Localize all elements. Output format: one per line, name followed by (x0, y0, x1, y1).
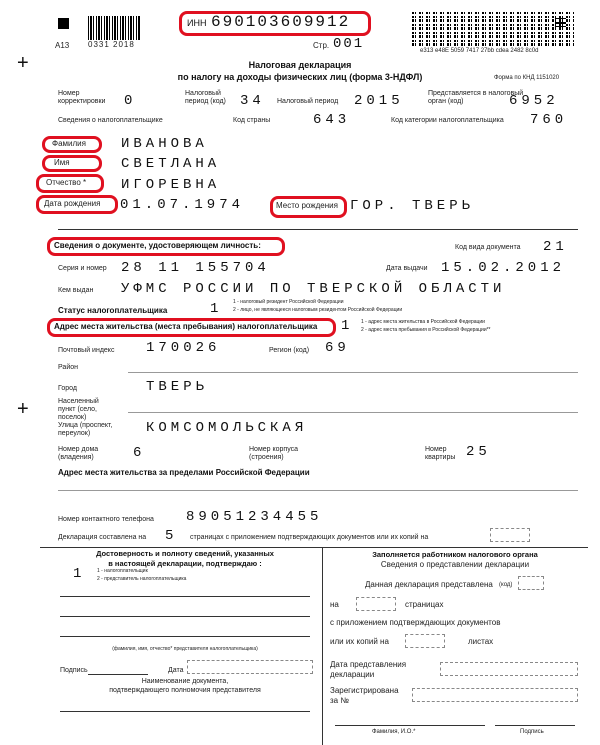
barcode-icon (88, 16, 140, 40)
right-date-label: Дата представления декларации (330, 660, 407, 679)
knd-code: Форма по КНД 1151020 (494, 75, 560, 81)
left-line1 (60, 596, 310, 597)
issued-by-value: УФМС РОССИИ ПО ТВЕРСКОЙ ОБЛАСТИ (121, 281, 506, 297)
form-title-line2: по налогу на доходы физических лиц (форма 3-НДФЛ) (177, 72, 423, 82)
abroad-label: Адрес места жительства за пределами Российской Федерации (58, 468, 310, 477)
barcode-number: 0331 2018 (88, 40, 135, 49)
confirm-value: 1 (73, 566, 86, 582)
tax-period-value: 2015 (354, 93, 404, 109)
settlement-label: Населенный пункт (село, поселок) (58, 398, 99, 421)
region-label: Регион (код) (269, 347, 310, 354)
birth-date-value: 01.07.1974 (120, 197, 245, 213)
right-fio-label: Фамилия, И.О.* (372, 729, 416, 735)
corner-marker-left (58, 18, 69, 29)
left-line3 (60, 636, 310, 637)
authority-value: 6952 (509, 93, 559, 109)
attachment-pages-box[interactable] (490, 528, 530, 542)
left-sign-label: Подпись (60, 667, 88, 674)
address-type-note2: 2 - адрес места пребывания в Российской Федерации** (361, 327, 491, 333)
left-sign-line (88, 674, 148, 675)
issue-date-value: 15.02.2012 (441, 260, 566, 276)
correction-value: 0 (124, 93, 137, 109)
pages-suffix: страницах с приложением подтверждающих документов или их копий на (190, 534, 429, 541)
right-fio-line (335, 725, 485, 726)
patronymic-label: Отчество * (46, 178, 87, 187)
correction-label: Номер корректировки (58, 90, 106, 105)
country-code-value: 643 (313, 112, 351, 128)
house-value: 6 (133, 445, 146, 461)
presented-code-box[interactable] (518, 576, 544, 590)
registered-box[interactable] (412, 688, 578, 702)
qr-code-icon (412, 12, 574, 46)
postal-label: Почтовый индекс (58, 347, 115, 354)
region-value: 69 (325, 340, 350, 356)
sheets-box[interactable] (405, 634, 445, 648)
plus-marker-top: + (17, 52, 29, 74)
apt-value: 25 (466, 444, 491, 460)
country-code-label: Код страны (233, 117, 271, 124)
inn-value: 690103609912 (211, 13, 351, 31)
settlement-line (128, 412, 578, 413)
left-title1: Достоверность и полноту сведений, указанных (96, 549, 274, 558)
fio-caption: (фамилия, имя, отчество* представителя налогоплательщика) (112, 646, 258, 652)
form-title-line1: Налоговая декларация (248, 60, 352, 70)
taxpayer-info-label: Сведения о налогоплательщике (58, 117, 163, 124)
status-label: Статус налогоплательщика (58, 306, 168, 315)
series-value: 28 11 155704 (121, 260, 270, 276)
qr-caption: e313 e48E 5059 7417 27bb cdea 2482 8c0d (420, 48, 539, 54)
left-line2 (60, 616, 310, 617)
name-label: Имя (54, 158, 70, 167)
authority-label: Представляется в налоговый орган (код) (428, 90, 524, 105)
city-value: ТВЕРЬ (146, 379, 209, 395)
right-pages-box[interactable] (356, 597, 396, 611)
presented-code-label: (код) (499, 582, 513, 588)
category-label: Код категории налогоплательщика (391, 117, 504, 124)
district-label: Район (58, 364, 78, 371)
right-subtitle: Сведения о представлении декларации (380, 560, 530, 569)
issue-date-label: Дата выдачи (386, 265, 428, 272)
left-title2: в настоящей декларации, подтверждаю : (108, 559, 262, 568)
doc-caption2: подтверждающего полномочия представителя (109, 687, 261, 694)
doc-type-label: Код вида документа (455, 244, 521, 251)
status-value: 1 (210, 301, 223, 317)
issued-by-label: Кем выдан (58, 287, 94, 294)
doc-caption1: Наименование документа, (141, 678, 229, 685)
left-date-label: Дата (168, 667, 184, 674)
period-code-label: Налоговый период (код) (185, 90, 226, 105)
tax-period-label: Налоговый период (277, 98, 339, 105)
category-value: 760 (530, 112, 568, 128)
abroad-line (58, 490, 578, 491)
status-note1: 1 - налоговый резидент Российской Федерации (233, 299, 344, 305)
right-pages-label: страницах (405, 600, 444, 609)
postal-value: 170026 (146, 340, 221, 356)
patronymic-value: ИГОРЕВНА (121, 177, 221, 193)
inn-label: ИНН (187, 18, 207, 28)
pages-prefix: Декларация составлена на (58, 534, 147, 541)
address-type-note1: 1 - адрес места жительства в Российской Федерации (361, 319, 485, 325)
or-copies-label: или их копий на (330, 637, 389, 646)
name-highlight (42, 155, 102, 172)
document-section-label: Сведения о документе, удостоверяющем личность: (54, 241, 261, 250)
pages-value: 5 (165, 528, 178, 544)
left-line4 (60, 711, 310, 712)
name-value: СВЕТЛАНА (121, 156, 221, 172)
house-label: Номер дома (владения) (58, 446, 99, 461)
on-label: на (330, 600, 339, 609)
status-note2: 2 - лицо, не являющееся налоговым резидентом Российской Федерации (233, 307, 403, 313)
building-label: Номер корпуса (строения) (249, 446, 299, 461)
birth-place-label: Место рождения (276, 201, 338, 210)
with-docs-label: с приложением подтверждающих документов (330, 618, 501, 627)
form-code: A13 (55, 41, 70, 50)
doc-type-value: 21 (543, 239, 568, 255)
address-section-label: Адрес места жительства (места пребывания) налогоплательщика (54, 322, 318, 331)
surname-value: ИВАНОВА (121, 136, 208, 152)
address-type-value: 1 (341, 318, 354, 334)
registered-label: Зарегистрирована за № (330, 686, 399, 705)
series-label: Серия и номер (58, 265, 107, 272)
page-value: 001 (333, 36, 365, 52)
right-sign-line (495, 725, 575, 726)
birth-place-value: ГОР. ТВЕРЬ (350, 198, 475, 214)
street-label: Улица (проспект, переулок) (58, 422, 113, 437)
confirm-option2: 2 - представитель налогоплательщика (97, 576, 187, 582)
confirm-option1: 1 - налогоплательщик (97, 568, 148, 574)
right-title: Заполняется работником налогового органа (372, 550, 538, 559)
plus-marker-middle: + (17, 398, 29, 420)
street-value: КОМСОМОЛЬСКАЯ (146, 420, 308, 436)
apt-label: Номер квартиры (425, 446, 456, 461)
city-label: Город (58, 385, 77, 392)
bottom-separator (40, 547, 588, 548)
birth-date-label: Дата рождения (44, 199, 101, 208)
sheets-label: листах (468, 637, 494, 646)
phone-label: Номер контактного телефона (58, 516, 154, 523)
district-line (128, 372, 578, 373)
right-sign-label: Подпись (520, 729, 544, 735)
separator-person (58, 229, 578, 230)
phone-value: 89051234455 (186, 509, 323, 525)
surname-label: Фамилия (52, 139, 86, 148)
bottom-divider (322, 547, 323, 745)
right-date-box[interactable] (440, 662, 578, 676)
left-date-box[interactable] (187, 660, 313, 674)
page-label: Стр. (313, 41, 330, 50)
presented-label: Данная декларация представлена (365, 580, 493, 589)
period-code-value: 34 (240, 93, 265, 109)
